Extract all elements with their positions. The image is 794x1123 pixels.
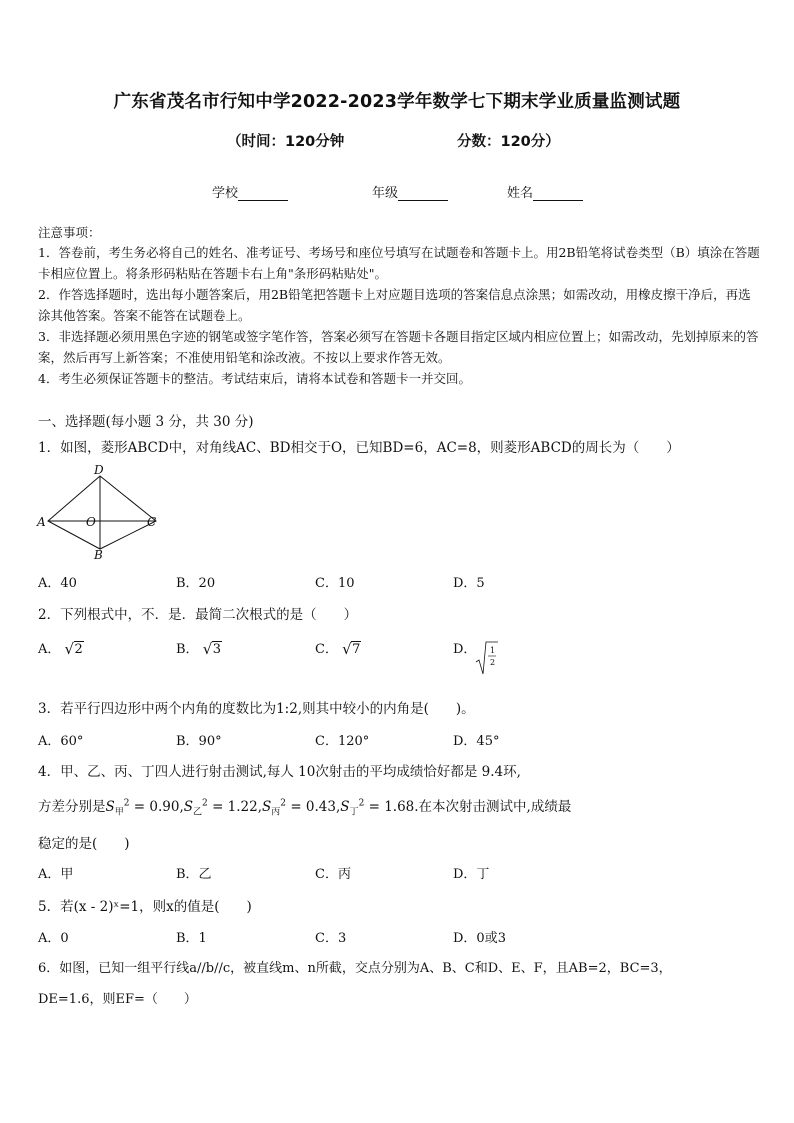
label-b: B	[94, 548, 103, 562]
q2-option-a[interactable]: A． √ 2	[38, 640, 83, 658]
q5-option-b[interactable]: B．1	[176, 931, 207, 946]
q3-option-a[interactable]: A．60°	[38, 734, 84, 749]
question-6-line-1: 6．如图，已知一组平行线a//b//c，被直线m、n所截，交点分别为A、B、C和D、E、F，且AB=2，BC=3，	[38, 961, 672, 976]
label-a: A	[37, 515, 46, 529]
exam-time: （时间：120分钟	[227, 134, 345, 150]
exam-score: 分数：120分）	[457, 134, 560, 150]
q1-option-d[interactable]: D．5	[453, 576, 485, 591]
rhombus-figure	[36, 462, 166, 562]
q3-option-c[interactable]: C．120°	[315, 734, 370, 749]
notes-heading: 注意事项：	[38, 225, 101, 240]
svg-text:1: 1	[490, 646, 496, 655]
name-field: 姓名	[507, 182, 583, 201]
page-title: 广东省茂名市行知中学2022-2023学年数学七下期末学业质量监测试题	[113, 92, 681, 112]
q1-option-a[interactable]: A．40	[38, 576, 77, 591]
q1-option-c[interactable]: C．10	[315, 576, 355, 591]
note-item: 2．作答选择题时，选出每小题答案后，用2B铅笔把答题卡上对应题目选项的答案信息点涂黑；如需改动，用橡皮擦干净后，再选涂其他答案。答案不能答在试题卷上。	[38, 287, 751, 323]
question-6-line-2: DE=1.6，则EF=（ ）	[38, 992, 197, 1007]
q4-option-d[interactable]: D．丁	[453, 867, 490, 882]
question-4-line-3: 稳定的是( )	[38, 836, 130, 852]
q5-option-c[interactable]: C．3	[315, 931, 347, 946]
section-heading: 一、选择题(每小题 3 分，共 30 分)	[38, 414, 254, 430]
svg-text:2: 2	[490, 658, 496, 667]
rhombus-shape	[48, 476, 156, 549]
q5-option-a[interactable]: A．0	[38, 931, 69, 946]
label-c: C	[147, 515, 157, 529]
q3-option-b[interactable]: B．90°	[176, 734, 222, 749]
school-field: 学校	[212, 182, 288, 201]
q4-option-b[interactable]: B．乙	[176, 867, 212, 882]
question-4-line-2: 方差分别是$S_甲^2 = 0.90,S_乙^2 = 1.22,S_丙^2 = 0.43,S_丁^2 = 1.68$.在本次射击测试中,成绩最	[38, 798, 572, 818]
note-item: 1．答卷前，考生务必将自己的姓名、准考证号、考场号和座位号填写在试题卷和答题卡上。用2B铅笔将试卷类型（B）填涂在答题卡相应位置上。将条形码粘贴在答题卡右上角"条形码粘贴处"。	[38, 245, 760, 281]
q2-option-c[interactable]: C． √ 7	[315, 640, 361, 658]
question-3: 3．若平行四边形中两个内角的度数比为1:2,则其中较小的内角是( )。	[38, 701, 475, 717]
question-2: 2．下列根式中，不．是．最简二次根式的是（ ）	[38, 607, 358, 623]
note-item: 3．非选择题必须用黑色字迹的钢笔或签字笔作答，答案必须写在答题卡各题目指定区域内相应位置上；如需改动，先划掉原来的答案，然后再写上新答案；不准使用铅笔和涂改液。不按以上要求作答无效。	[38, 329, 759, 365]
q3-option-d[interactable]: D．45°	[453, 734, 500, 749]
q1-option-b[interactable]: B．20	[176, 576, 216, 591]
q5-option-d[interactable]: D．0或3	[453, 931, 506, 946]
q4-option-c[interactable]: C．丙	[315, 867, 351, 882]
label-d: D	[94, 463, 104, 477]
q2-option-d[interactable]: D．	[453, 642, 477, 657]
label-o: O	[86, 515, 96, 529]
question-4-line-1: 4．甲、乙、丙、丁四人进行射击测试,每人 10次射击的平均成绩恰好都是 9.4环,	[38, 764, 521, 780]
sqrt-7: √ 7	[342, 640, 361, 658]
note-item: 4．考生必须保证答题卡的整洁。考试结束后，请将本试卷和答题卡一并交回。	[38, 371, 471, 386]
sqrt-3: √ 3	[202, 640, 221, 658]
q4-option-a[interactable]: A．甲	[38, 867, 74, 882]
sqrt-2: √ 2	[64, 640, 83, 658]
sqrt-half	[474, 640, 500, 676]
grade-field: 年级	[372, 182, 448, 201]
question-1: 1．如图，菱形ABCD中，对角线AC、BD相交于O，已知BD=6，AC=8，则菱形ABCD的周长为（ ）	[38, 440, 680, 456]
question-5: 5．若(x - 2)ˣ=1，则x的值是( )	[38, 899, 252, 915]
q2-option-b[interactable]: B． √ 3	[176, 640, 221, 658]
